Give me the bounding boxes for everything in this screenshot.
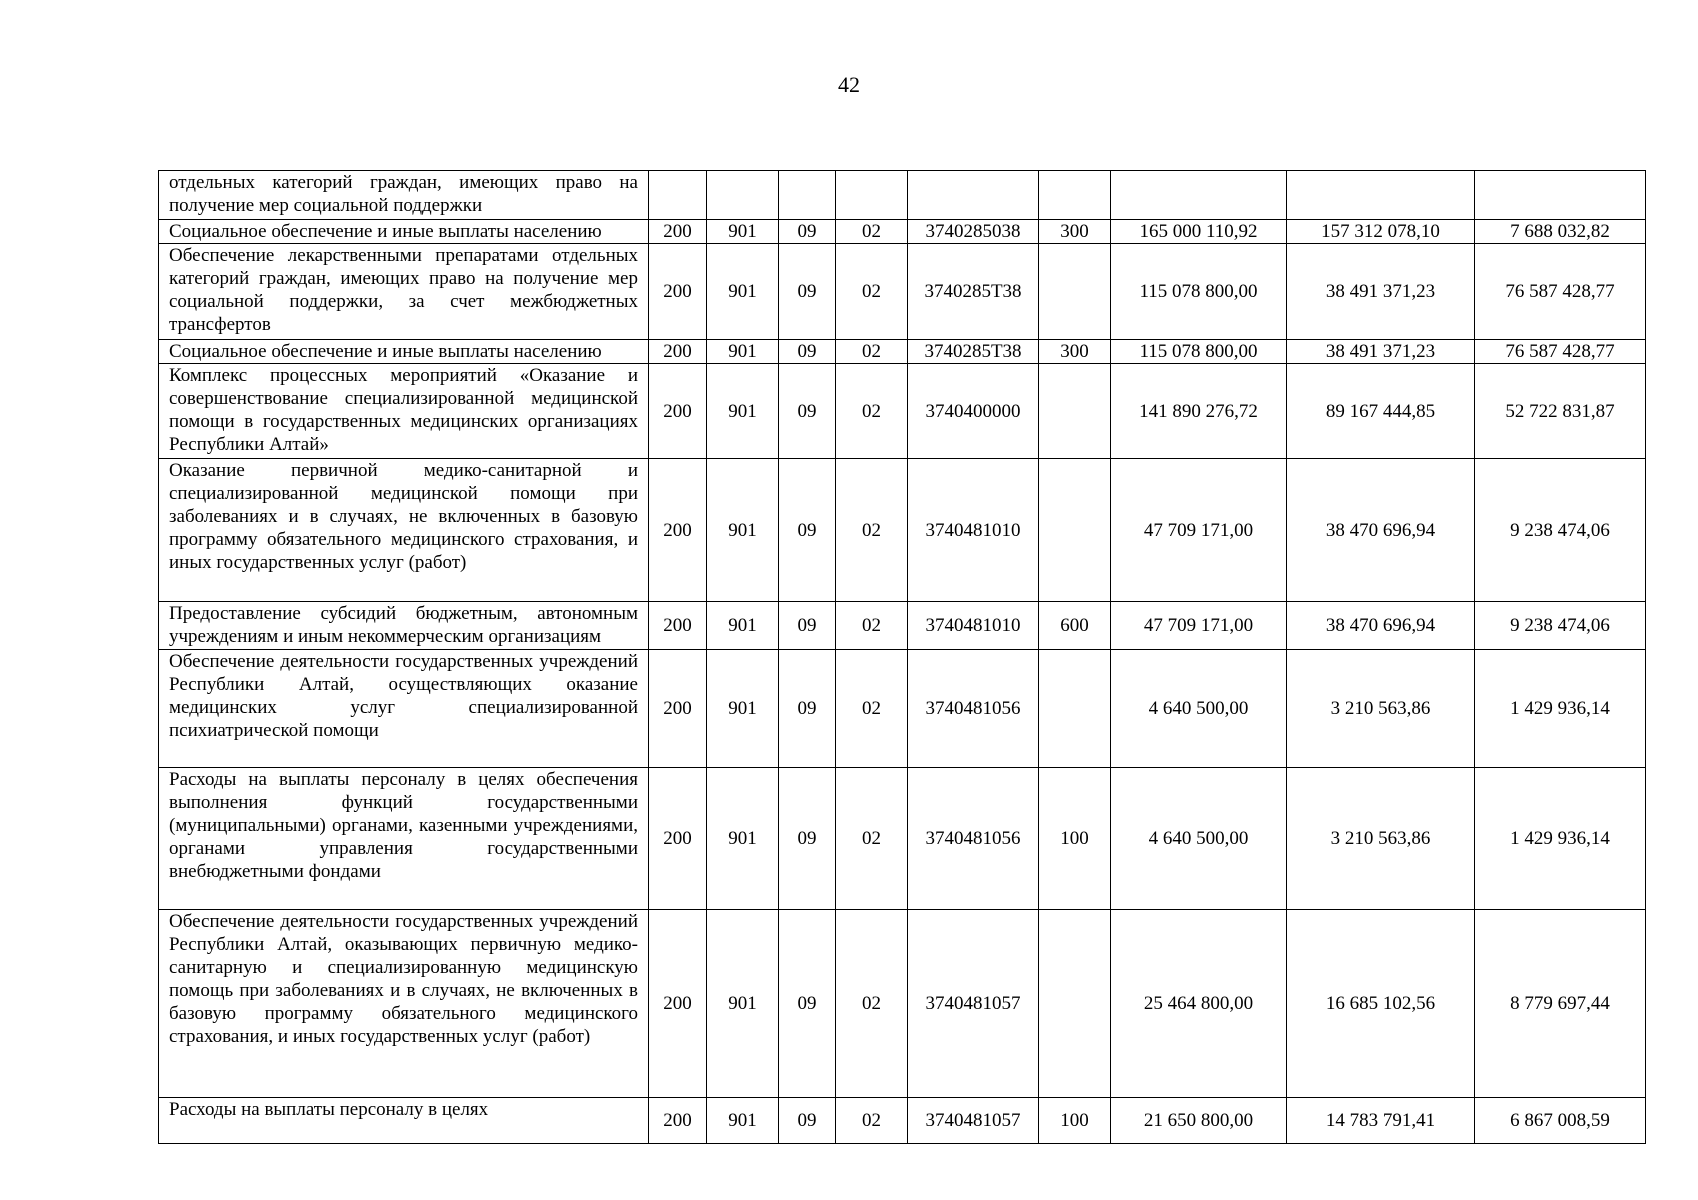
row-description: Обеспечение деятельности государственных учреждений Республики Алтай, оказывающих первичную медико-санитарную и специализированную медицинскую помощь при заболеваниях и в случаях, не включенных в базовую программу обязательного медицинского страхования, и иных государственных услуг (работ) bbox=[159, 910, 649, 1098]
cell-c1: 200 bbox=[649, 340, 707, 364]
row-description: Комплекс процессных мероприятий «Оказание и совершенствование специализированной медицинской помощи в государственных медицинских организациях Республики Алтай» bbox=[159, 364, 649, 459]
cell-c5: 3740285038 bbox=[908, 220, 1039, 244]
cell-c2 bbox=[707, 171, 779, 220]
cell-c3: 09 bbox=[779, 602, 836, 650]
cell-c3: 09 bbox=[779, 340, 836, 364]
cell-c6: 100 bbox=[1039, 1098, 1111, 1144]
cell-c8: 89 167 444,85 bbox=[1287, 364, 1475, 459]
cell-c6 bbox=[1039, 459, 1111, 602]
table-row bbox=[159, 602, 1646, 650]
cell-c7: 21 650 800,00 bbox=[1111, 1098, 1287, 1144]
cell-c8: 3 210 563,86 bbox=[1287, 650, 1475, 768]
cell-c9: 7 688 032,82 bbox=[1475, 220, 1646, 244]
row-description: отдельных категорий граждан, имеющих право на получение мер социальной поддержки bbox=[159, 171, 649, 220]
cell-c1: 200 bbox=[649, 220, 707, 244]
cell-c7: 4 640 500,00 bbox=[1111, 650, 1287, 768]
cell-c6 bbox=[1039, 364, 1111, 459]
cell-c1: 200 bbox=[649, 768, 707, 910]
cell-c4: 02 bbox=[836, 220, 908, 244]
cell-c9: 9 238 474,06 bbox=[1475, 602, 1646, 650]
row-description: Расходы на выплаты персоналу в целях bbox=[159, 1098, 649, 1144]
cell-c9: 6 867 008,59 bbox=[1475, 1098, 1646, 1144]
cell-c8: 157 312 078,10 bbox=[1287, 220, 1475, 244]
cell-c5: 3740400000 bbox=[908, 364, 1039, 459]
cell-c2: 901 bbox=[707, 220, 779, 244]
cell-c9: 76 587 428,77 bbox=[1475, 340, 1646, 364]
cell-c5: 3740481010 bbox=[908, 602, 1039, 650]
cell-c6: 100 bbox=[1039, 768, 1111, 910]
cell-c1: 200 bbox=[649, 1098, 707, 1144]
cell-c5: 3740481057 bbox=[908, 910, 1039, 1098]
row-description: Расходы на выплаты персоналу в целях обеспечения выполнения функций государственными (муниципальными) органами, казенными учреждениями, органами управления государственными внебюджетными фондами bbox=[159, 768, 649, 910]
cell-c8: 38 470 696,94 bbox=[1287, 459, 1475, 602]
cell-c4: 02 bbox=[836, 364, 908, 459]
cell-c7: 47 709 171,00 bbox=[1111, 459, 1287, 602]
cell-c9: 1 429 936,14 bbox=[1475, 650, 1646, 768]
cell-c7 bbox=[1111, 171, 1287, 220]
cell-c7: 4 640 500,00 bbox=[1111, 768, 1287, 910]
cell-c4: 02 bbox=[836, 244, 908, 340]
cell-c1: 200 bbox=[649, 910, 707, 1098]
budget-table bbox=[158, 170, 1646, 1144]
cell-c8: 3 210 563,86 bbox=[1287, 768, 1475, 910]
cell-c2: 901 bbox=[707, 1098, 779, 1144]
cell-c3 bbox=[779, 171, 836, 220]
cell-c3: 09 bbox=[779, 459, 836, 602]
cell-c3: 09 bbox=[779, 650, 836, 768]
cell-c9: 52 722 831,87 bbox=[1475, 364, 1646, 459]
cell-c7: 115 078 800,00 bbox=[1111, 244, 1287, 340]
row-description: Социальное обеспечение и иные выплаты населению bbox=[159, 220, 649, 244]
cell-c8: 38 491 371,23 bbox=[1287, 244, 1475, 340]
cell-c8: 38 491 371,23 bbox=[1287, 340, 1475, 364]
cell-c8: 16 685 102,56 bbox=[1287, 910, 1475, 1098]
table-row bbox=[159, 650, 1646, 768]
cell-c4 bbox=[836, 171, 908, 220]
cell-c2: 901 bbox=[707, 602, 779, 650]
cell-c4: 02 bbox=[836, 768, 908, 910]
cell-c5: 3740481057 bbox=[908, 1098, 1039, 1144]
cell-c3: 09 bbox=[779, 364, 836, 459]
cell-c5 bbox=[908, 171, 1039, 220]
cell-c3: 09 bbox=[779, 768, 836, 910]
cell-c9: 9 238 474,06 bbox=[1475, 459, 1646, 602]
row-description: Предоставление субсидий бюджетным, автономным учреждениям и иным некоммерческим организациям bbox=[159, 602, 649, 650]
cell-c1: 200 bbox=[649, 650, 707, 768]
cell-c4: 02 bbox=[836, 459, 908, 602]
cell-c1: 200 bbox=[649, 459, 707, 602]
row-description: Обеспечение деятельности государственных учреждений Республики Алтай, осуществляющих оказание медицинских услуг специализированной психиатрической помощи bbox=[159, 650, 649, 768]
table-row bbox=[159, 340, 1646, 364]
cell-c4: 02 bbox=[836, 340, 908, 364]
cell-c2: 901 bbox=[707, 459, 779, 602]
cell-c6: 600 bbox=[1039, 602, 1111, 650]
cell-c1 bbox=[649, 171, 707, 220]
cell-c3: 09 bbox=[779, 244, 836, 340]
cell-c6 bbox=[1039, 650, 1111, 768]
cell-c5: 3740481056 bbox=[908, 768, 1039, 910]
cell-c1: 200 bbox=[649, 602, 707, 650]
cell-c2: 901 bbox=[707, 650, 779, 768]
cell-c9: 76 587 428,77 bbox=[1475, 244, 1646, 340]
cell-c2: 901 bbox=[707, 768, 779, 910]
cell-c7: 115 078 800,00 bbox=[1111, 340, 1287, 364]
cell-c3: 09 bbox=[779, 910, 836, 1098]
cell-c8: 38 470 696,94 bbox=[1287, 602, 1475, 650]
cell-c2: 901 bbox=[707, 364, 779, 459]
cell-c5: 3740481010 bbox=[908, 459, 1039, 602]
cell-c6: 300 bbox=[1039, 340, 1111, 364]
row-description: Обеспечение лекарственными препаратами отдельных категорий граждан, имеющих право на получение мер социальной поддержки, за счет межбюджетных трансфертов bbox=[159, 244, 649, 340]
cell-c4: 02 bbox=[836, 910, 908, 1098]
cell-c4: 02 bbox=[836, 602, 908, 650]
cell-c2: 901 bbox=[707, 340, 779, 364]
cell-c6 bbox=[1039, 171, 1111, 220]
cell-c7: 25 464 800,00 bbox=[1111, 910, 1287, 1098]
table-row bbox=[159, 244, 1646, 340]
cell-c9: 8 779 697,44 bbox=[1475, 910, 1646, 1098]
cell-c1: 200 bbox=[649, 364, 707, 459]
cell-c3: 09 bbox=[779, 1098, 836, 1144]
page-number: 42 bbox=[838, 72, 860, 97]
cell-c9 bbox=[1475, 171, 1646, 220]
cell-c9: 1 429 936,14 bbox=[1475, 768, 1646, 910]
table-row bbox=[159, 768, 1646, 910]
cell-c5: 3740285Т38 bbox=[908, 340, 1039, 364]
cell-c1: 200 bbox=[649, 244, 707, 340]
cell-c7: 141 890 276,72 bbox=[1111, 364, 1287, 459]
cell-c6 bbox=[1039, 244, 1111, 340]
row-description: Оказание первичной медико-санитарной и специализированной медицинской помощи при заболеваниях и в случаях, не включенных в базовую программу обязательного медицинского страхования, и иных государственных услуг (работ) bbox=[159, 459, 649, 602]
table-row bbox=[159, 220, 1646, 244]
table-row bbox=[159, 459, 1646, 602]
cell-c4: 02 bbox=[836, 1098, 908, 1144]
cell-c2: 901 bbox=[707, 910, 779, 1098]
table-row bbox=[159, 1098, 1646, 1144]
row-description: Социальное обеспечение и иные выплаты населению bbox=[159, 340, 649, 364]
cell-c6 bbox=[1039, 910, 1111, 1098]
cell-c7: 47 709 171,00 bbox=[1111, 602, 1287, 650]
cell-c2: 901 bbox=[707, 244, 779, 340]
cell-c3: 09 bbox=[779, 220, 836, 244]
cell-c8: 14 783 791,41 bbox=[1287, 1098, 1475, 1144]
cell-c8 bbox=[1287, 171, 1475, 220]
table-row bbox=[159, 910, 1646, 1098]
cell-c4: 02 bbox=[836, 650, 908, 768]
table-row bbox=[159, 364, 1646, 459]
cell-c5: 3740285Т38 bbox=[908, 244, 1039, 340]
table-row bbox=[159, 171, 1646, 220]
cell-c6: 300 bbox=[1039, 220, 1111, 244]
cell-c7: 165 000 110,92 bbox=[1111, 220, 1287, 244]
cell-c5: 3740481056 bbox=[908, 650, 1039, 768]
